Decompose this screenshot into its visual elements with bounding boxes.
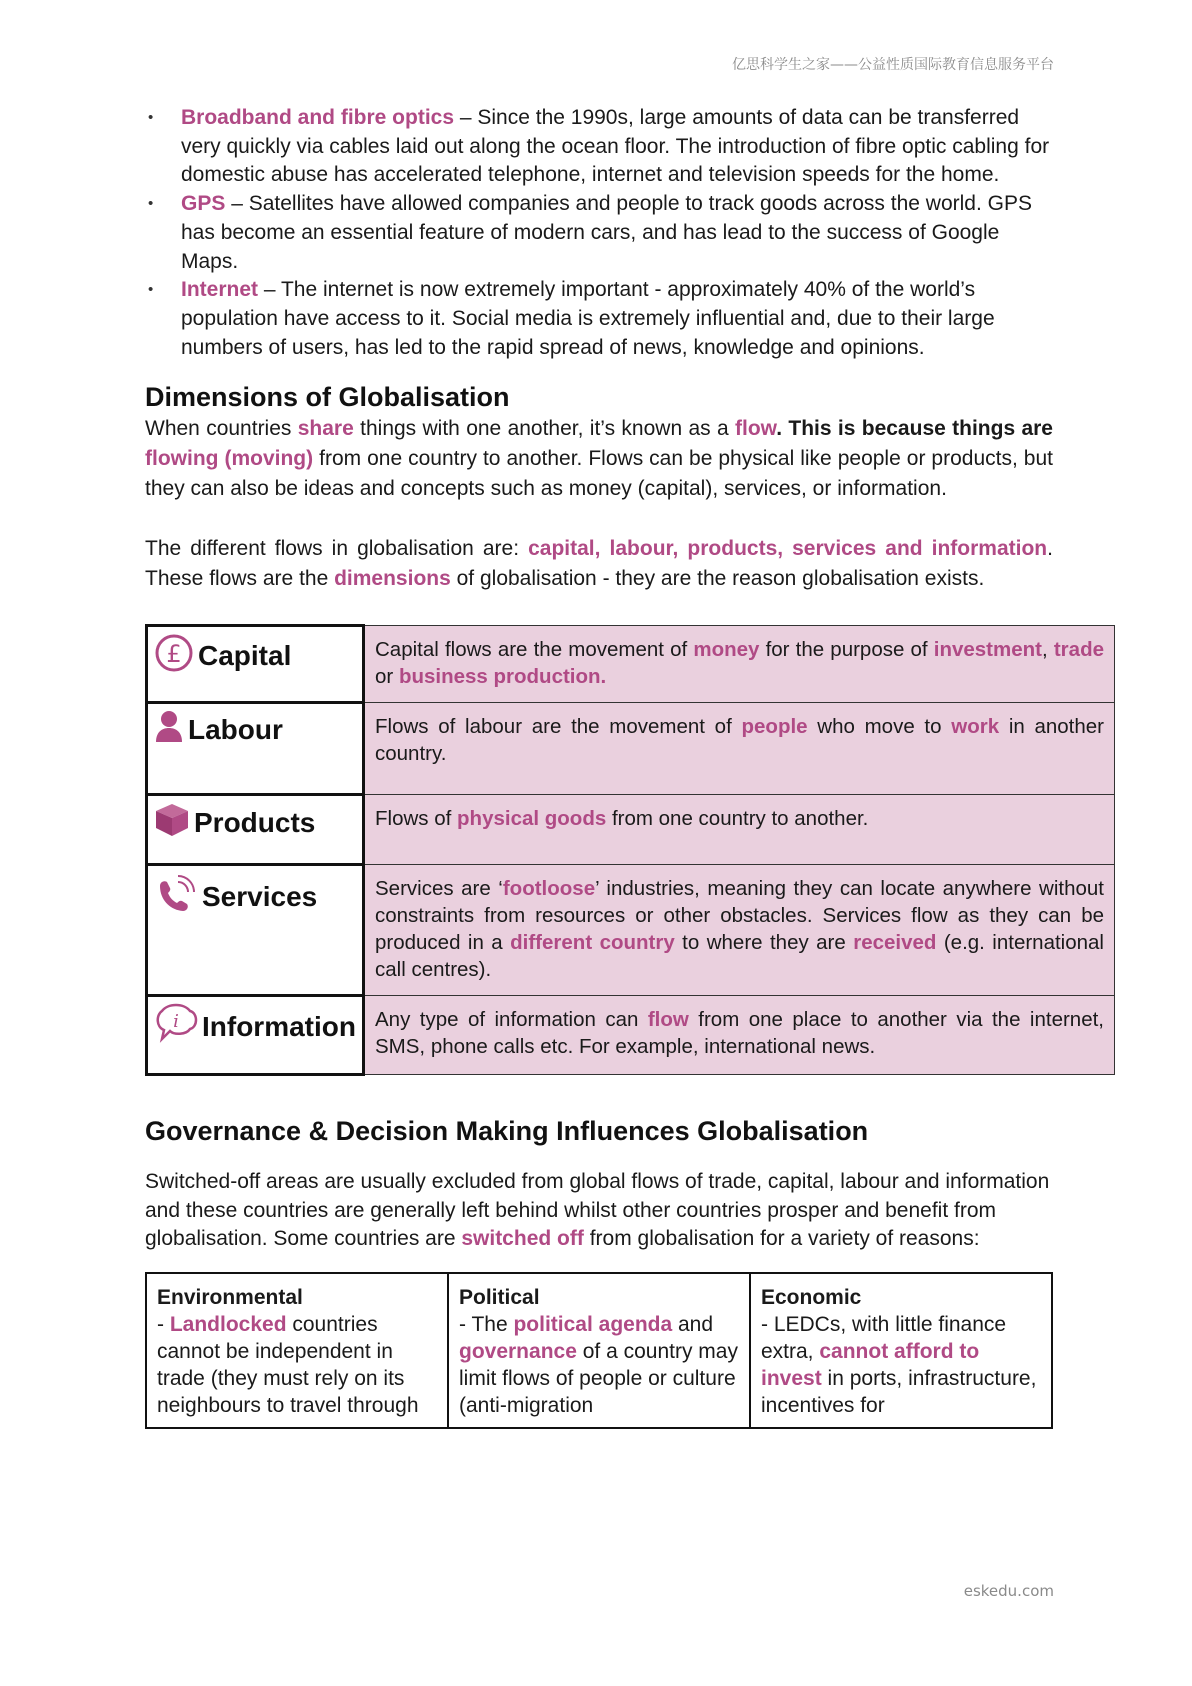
table-row — [147, 626, 1115, 703]
governance-heading: Governance & Decision Making Influences Globalisation — [145, 1116, 869, 1147]
bullet-text: – Satellites have allowed companies and people to track goods across the world. GPS has become an essential feature of modern cars, and has lead to the success of Google Maps. — [181, 192, 1032, 273]
list-item — [145, 190, 1053, 276]
dimensions-heading: Dimensions of Globalisation — [145, 382, 510, 413]
table-row — [147, 865, 1115, 996]
box-icon — [154, 802, 190, 843]
governance-paragraph: Switched-off areas are usually excluded from global flows of trade, capital, labour and information and these countries are generally left behind whilst other countries prosper and benefit from globalisation. Some countries are switched off from globalisation for a variety of reasons: — [145, 1170, 1050, 1251]
flow-desc-labour: Flows of labour are the movement of people who move to work in another country. — [364, 703, 1115, 795]
table-row — [147, 703, 1115, 795]
svg-text:i: i — [173, 1011, 179, 1033]
footer-note: eskedu.com — [963, 1582, 1054, 1600]
dimensions-paragraph-1: When countries share things with one another, it’s known as a flow. This is because things are flowing (moving) from one country to another. Flows can be physical like people or products, but they can also be ideas and concepts such as money (capital), services, or information. — [145, 417, 1053, 501]
page-content — [145, 104, 1105, 1429]
flows-table — [145, 624, 1115, 1076]
flow-name-services: Services — [147, 865, 364, 996]
flow-desc-products: Flows of physical goods from one country to another. — [364, 795, 1115, 865]
svg-text:£: £ — [166, 640, 182, 669]
bullet-text: – Since the 1990s, large amounts of data can be transferred very quickly via cables laid out along the ocean floor. The introduction of fibre optic cabling for domestic abuse has accelerated telephone, internet and television speeds for the home. — [181, 106, 1050, 187]
flow-desc-capital: Capital flows are the movement of money for the purpose of investment, trade or business production. — [364, 626, 1115, 703]
reason-political: Political - The political agenda and governance of a country may limit flows of people or culture (anti-migration — [448, 1273, 750, 1428]
list-item — [145, 276, 1053, 362]
reason-economic: Economic - LEDCs, with little finance extra, cannot afford to invest in ports, infrastructure, incentives for — [750, 1273, 1052, 1428]
table-row — [147, 996, 1115, 1075]
flow-name-information: i Information — [147, 996, 364, 1075]
flow-desc-information: Any type of information can flow from one place to another via the internet, SMS, phone calls etc. For example, international news. — [364, 996, 1115, 1075]
pound-circle-icon — [154, 633, 194, 678]
info-bubble-icon — [154, 1003, 198, 1050]
flow-desc-services: Services are ‘footloose’ industries, meaning they can locate anywhere without constraints from resources or other obstacles. Services flow as they can be produced in a different country to where they are received (e.g. international call centres). — [364, 865, 1115, 996]
bullet-term: GPS — [181, 192, 226, 216]
table-row — [146, 1273, 1052, 1428]
technology-bullet-list — [145, 104, 1053, 362]
phone-icon — [154, 872, 198, 921]
list-item — [145, 104, 1053, 190]
reason-environmental: Environmental - Landlocked countries cannot be independent in trade (they must rely on its neighbours to travel through — [146, 1273, 448, 1428]
bullet-term: Broadband and fibre optics — [181, 106, 455, 129]
person-icon — [154, 710, 184, 749]
flow-name-capital: £ Capital — [147, 626, 364, 703]
bullet-term: Internet — [181, 278, 259, 302]
table-row — [147, 795, 1115, 865]
bullet-text: – The internet is now extremely important - approximately 40% of the world’s population have access to it. Social media is extremely influential and, due to their large numbers of users, has led to the rapid spread of news, knowledge and opinions. — [181, 278, 995, 359]
header-note: 亿思科学生之家——公益性质国际教育信息服务平台 — [732, 57, 1054, 73]
dimensions-paragraph-2: The different flows in globalisation are: capital, labour, products, services and information. These flows are the dimensions of globalisation - they are the reason globalisation exists. — [145, 537, 1053, 591]
switched-off-reasons-table — [145, 1272, 1053, 1429]
flow-name-products: Products — [147, 795, 364, 865]
flow-name-labour: Labour — [147, 703, 364, 795]
